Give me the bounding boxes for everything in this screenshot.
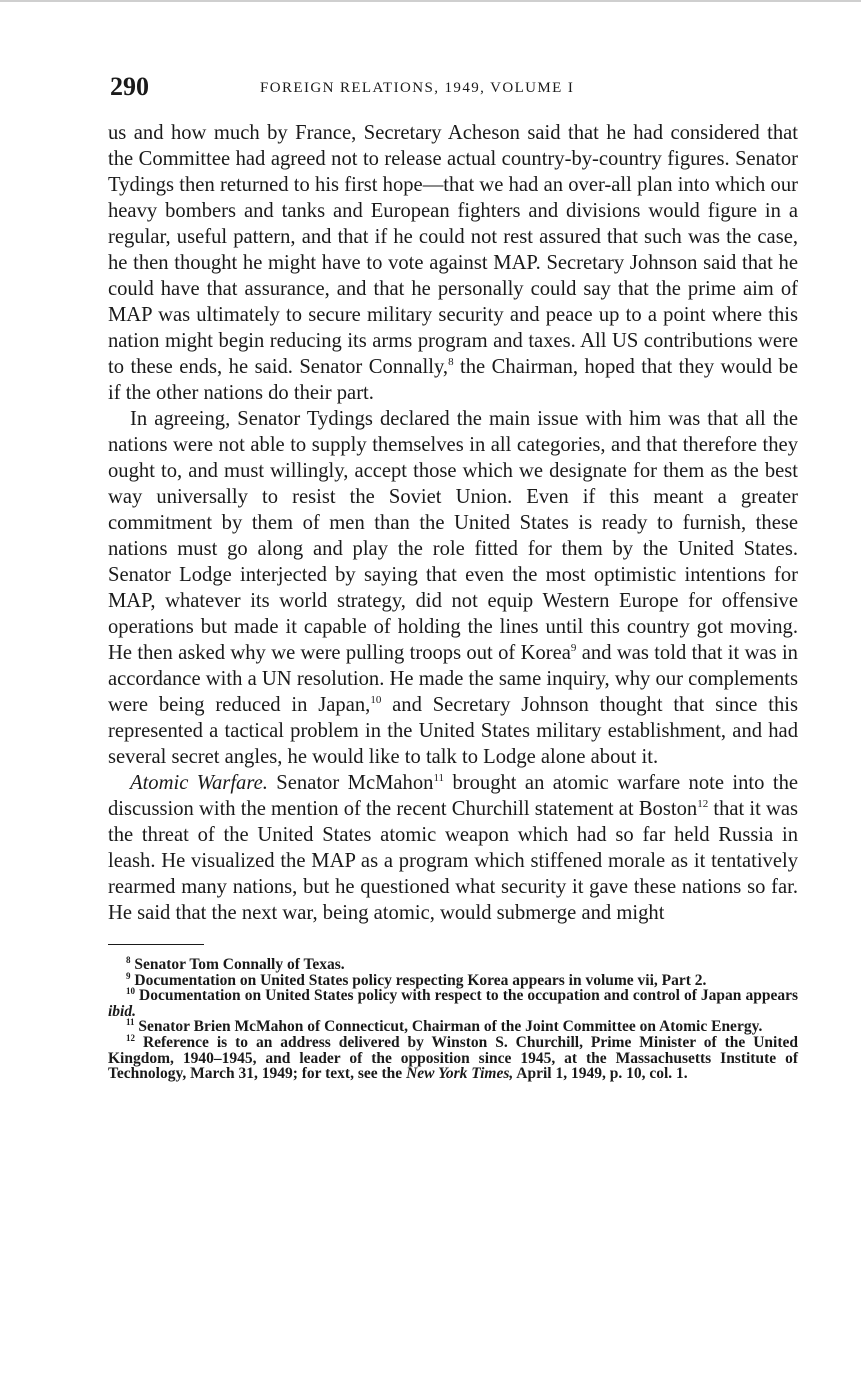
- paragraph-text: and was told that it was in accordance with a UN resolution. He made the same inquiry, why our complements were being reduced in Japan,: [108, 642, 798, 716]
- footnote-reference-marker: 8: [126, 954, 131, 965]
- paragraph-text: brought an atomic warfare note into the discussion with the mention of the recent Churchill statement at Boston: [108, 772, 799, 820]
- page-number: 290: [110, 72, 149, 101]
- paragraph-text: the Chairman, hoped that they would be if the other nations do their part.: [108, 356, 798, 404]
- paragraph-text: us and how much by France, Secretary Acheson said that he had considered that the Committee had agreed not to release actual country-by-country figures. Senator Tydings then returned to his first hope—that we had an over-all plan into which our heavy bombers and tanks and European fighters and divisions would figure in a regular, useful pattern, and that if he could not rest assured that such was the case, he then thought he might have to vote against MAP. Secretary Johnson said that he could have that assurance, and that he personally could say that the prime aim of MAP was ultimately to secure military security and peace up to a point where this nation might begin reducing its arms program and taxes. All US contributions were to these ends, he said. Senator Connally,: [108, 122, 798, 378]
- page-header: [108, 72, 798, 106]
- running-head: FOREIGN RELATIONS, 1949, VOLUME I: [260, 80, 575, 96]
- footnote-reference-marker: 11: [126, 1017, 135, 1028]
- footnote-8: [108, 954, 798, 973]
- footnote-11: [108, 1019, 798, 1035]
- body-text: [108, 120, 798, 926]
- footnotes: [108, 954, 798, 1083]
- paragraph-tydings: [108, 406, 798, 770]
- footnote-text: April 1, 1949, p. 10, col. 1.: [513, 1065, 688, 1083]
- footnote-text: Documentation on United States policy respecting Korea appears in volume vii, Part 2.: [130, 971, 707, 989]
- italic-citation: New York Times,: [406, 1065, 514, 1083]
- footnote-reference-marker: 9: [126, 970, 131, 981]
- paragraph-text: In agreeing, Senator Tydings declared the main issue with him was that all the nations were not able to supply themselves in all categories, and that therefore they ought to, and must willingly, accept those which we designate for them as the best way universally to resist the Soviet Union. Even if this meant a greater commitment by them of men than the United States is ready to furnish, these nations must go along and play the role fitted for them by the United States. Senator Lodge interjected by saying that even the most optimistic intentions for MAP, whatever its world strategy, did not equip Western Europe for offensive operations but made it capable of holding the lines until this country got moving. He then asked why we were pulling troops out of Korea: [108, 408, 798, 664]
- italic-citation: ibid.: [108, 1002, 136, 1020]
- footnote-reference-marker: 10: [370, 694, 382, 707]
- footnote-10: [108, 988, 798, 1019]
- paragraph-text: Senator McMahon: [267, 772, 434, 794]
- footnote-reference-marker: 10: [126, 986, 135, 997]
- footnote-12: [108, 1032, 798, 1083]
- paragraph-atomic-warfare: [108, 770, 798, 926]
- top-edge-rule: [0, 0, 861, 2]
- footnote-reference-marker: 12: [697, 798, 709, 811]
- footnote-9: [108, 970, 798, 989]
- footnote-text: Reference is to an address delivered by Winston S. Churchill, Prime Minister of the United Kingdom, 1940–1945, and leader of the opposition since 1945, at the Massachusetts Institute of Technology, March 31, 1949; for text, see the: [108, 1033, 798, 1083]
- footnote-text: Documentation on United States policy with respect to the occupation and control of Japan appears: [135, 987, 798, 1005]
- document-page: [108, 72, 798, 1082]
- footnote-text: Senator Brien McMahon of Connecticut, Chairman of the Joint Committee on Atomic Energy.: [134, 1018, 763, 1036]
- paragraph-continuation: [108, 120, 798, 406]
- footnote-reference-marker: 9: [570, 642, 577, 655]
- footnote-reference-marker: 11: [433, 772, 445, 785]
- footnote-text: Senator Tom Connally of Texas.: [130, 956, 345, 973]
- paragraph-text: and Secretary Johnson thought that since this represented a tactical problem in the United States military establishment, and had several secret angles, he would like to talk to Lodge alone about it.: [108, 694, 798, 768]
- footnote-divider: [108, 944, 204, 945]
- footnote-reference-marker: 8: [448, 356, 454, 369]
- footnote-reference-marker: 12: [126, 1032, 135, 1043]
- section-run-in-heading: Atomic Warfare.: [130, 772, 268, 794]
- paragraph-text: that it was the threat of the United States atomic weapon which had so far held Russia in leash. He visualized the MAP as a program which stiffened morale as it tentatively rearmed many nations, but he questioned what security it gave these nations so far. He said that the next war, being atomic, would submerge and might: [108, 798, 799, 924]
